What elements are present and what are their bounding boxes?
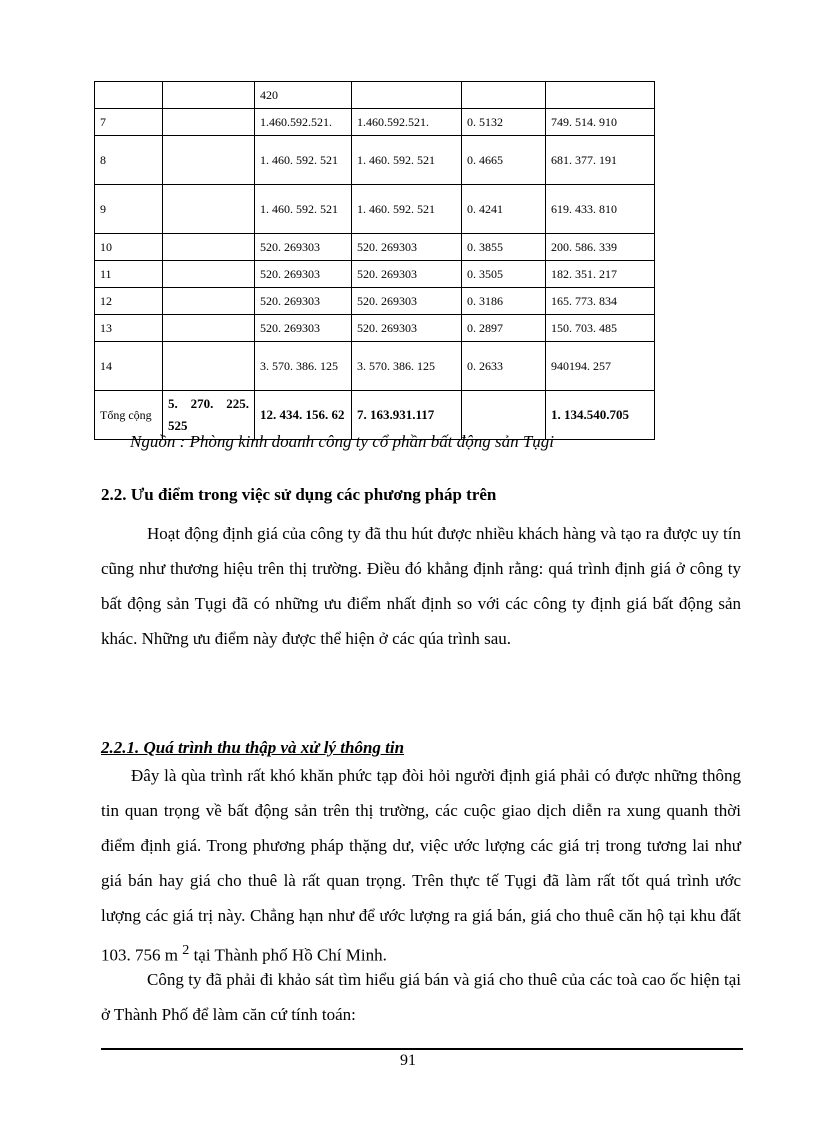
- table-row: [95, 109, 655, 136]
- table-cell: 12: [95, 288, 163, 315]
- paragraph-tail: tại Thành phố Hồ Chí Minh.: [189, 945, 387, 965]
- valuation-table: [94, 81, 655, 440]
- table-row: [95, 185, 655, 234]
- table-cell: 150. 703. 485: [546, 315, 655, 342]
- table-cell: 420: [255, 82, 352, 109]
- table-cell: [163, 82, 255, 109]
- table-cell: 940194. 257: [546, 342, 655, 391]
- table-cell: 9: [95, 185, 163, 234]
- table-cell: 14: [95, 342, 163, 391]
- paragraph-advantages: Hoạt động định giá của công ty đã thu hút được nhiều khách hàng và tạo ra được uy tín cũng như thương hiệu trên thị trường. Điều đó khẳng định rằng: quá trình định giá ở công ty bất động sản Tụgi đã có những ưu điểm nhất định so với các công ty định giá bất động sản khác. Những ưu điểm này được thể hiện ở các qúa trình sau.: [101, 524, 741, 648]
- table-cell: [163, 342, 255, 391]
- table-cell: 165. 773. 834: [546, 288, 655, 315]
- table-cell: 1.460.592.521.: [352, 109, 462, 136]
- table-cell: [95, 82, 163, 109]
- table-cell: 0. 4665: [462, 136, 546, 185]
- table-cell: 13: [95, 315, 163, 342]
- table-cell: 1.460.592.521.: [255, 109, 352, 136]
- table-row: [95, 82, 655, 109]
- table-cell: 200. 586. 339: [546, 234, 655, 261]
- table-cell: 1. 460. 592. 521: [352, 136, 462, 185]
- table-cell: 520. 269303: [352, 234, 462, 261]
- table-row: [95, 315, 655, 342]
- table-cell: 1. 460. 592. 521: [255, 136, 352, 185]
- table-cell: [163, 136, 255, 185]
- table-cell: [546, 82, 655, 109]
- table-cell: 8: [95, 136, 163, 185]
- paragraph-text: Đây là qùa trình rất khó khăn phức tạp đòi hỏi người định giá phải có được những thông tin quan trọng về bất động sản trên thị trường, các cuộc giao dịch diễn ra xung quanh thời điểm định giá. Trong phương pháp thặng dư, việc ước lượng các giá trị trong tương lai như giá bán hay giá cho thuê là rất quan trọng. Trên thực tế Tụgi đã làm rất tốt quá trình ước lượng các giá trị này. Chẳng hạn như để ước lượng ra giá bán, giá cho thuê căn hộ tại khu đất 103. 756 m: [101, 766, 741, 965]
- table-cell: 3. 570. 386. 125: [255, 342, 352, 391]
- table-cell: 10: [95, 234, 163, 261]
- total-cell: Tổng cộng: [95, 391, 163, 440]
- table-cell: 7: [95, 109, 163, 136]
- page-number: 91: [400, 1052, 416, 1069]
- table-row: [95, 136, 655, 185]
- subsection-heading: 2.2.1. Quá trình thu thập và xử lý thông tin: [101, 738, 405, 757]
- total-cell: 1. 134.540.705: [546, 391, 655, 440]
- table-cell: 520. 269303: [352, 315, 462, 342]
- table-row: [95, 288, 655, 315]
- table-cell: 619. 433. 810: [546, 185, 655, 234]
- footer-rule: [101, 1048, 743, 1050]
- table-cell: 520. 269303: [255, 234, 352, 261]
- table-source-note: Nguồn : Phòng kinh doanh công ty cổ phần bất động sản Tụgi: [130, 432, 555, 451]
- superscript-square: 2: [182, 942, 190, 958]
- table-cell: [462, 82, 546, 109]
- table-cell: 749. 514. 910: [546, 109, 655, 136]
- section-heading: 2.2. Ưu điểm trong việc sử dụng các phương pháp trên: [101, 485, 497, 504]
- total-cell: 12. 434. 156. 62: [255, 391, 352, 440]
- total-cell: 7. 163.931.117: [352, 391, 462, 440]
- table-row: [95, 234, 655, 261]
- table-cell: [163, 234, 255, 261]
- table-cell: 1. 460. 592. 521: [352, 185, 462, 234]
- table-row: [95, 342, 655, 391]
- table-cell: 520. 269303: [255, 315, 352, 342]
- table-cell: [163, 185, 255, 234]
- paragraph-information-process: [101, 758, 741, 973]
- table-cell: [163, 109, 255, 136]
- table-cell: 0. 2897: [462, 315, 546, 342]
- table-cell: 681. 377. 191: [546, 136, 655, 185]
- table-cell: 0. 2633: [462, 342, 546, 391]
- table-cell: 0. 4241: [462, 185, 546, 234]
- table-cell: 11: [95, 261, 163, 288]
- table-cell: 520. 269303: [255, 261, 352, 288]
- table-row: [95, 261, 655, 288]
- table-cell: 0. 3186: [462, 288, 546, 315]
- table-cell: [163, 261, 255, 288]
- table-cell: 0. 3505: [462, 261, 546, 288]
- table-cell: 0. 3855: [462, 234, 546, 261]
- table-cell: 3. 570. 386. 125: [352, 342, 462, 391]
- table-cell: 0. 5132: [462, 109, 546, 136]
- table-cell: [163, 288, 255, 315]
- table-cell: [163, 315, 255, 342]
- table-cell: 520. 269303: [352, 288, 462, 315]
- total-cell: 5. 270. 225. 525: [163, 391, 255, 440]
- table-cell: 520. 269303: [352, 261, 462, 288]
- table-cell: 182. 351. 217: [546, 261, 655, 288]
- table-cell: [352, 82, 462, 109]
- table-cell: 1. 460. 592. 521: [255, 185, 352, 234]
- paragraph-survey: Công ty đã phải đi khảo sát tìm hiểu giá bán và giá cho thuê của các toà cao ốc hiện tại ở Thành Phố để làm căn cứ tính toán:: [101, 970, 741, 1024]
- table-cell: 520. 269303: [255, 288, 352, 315]
